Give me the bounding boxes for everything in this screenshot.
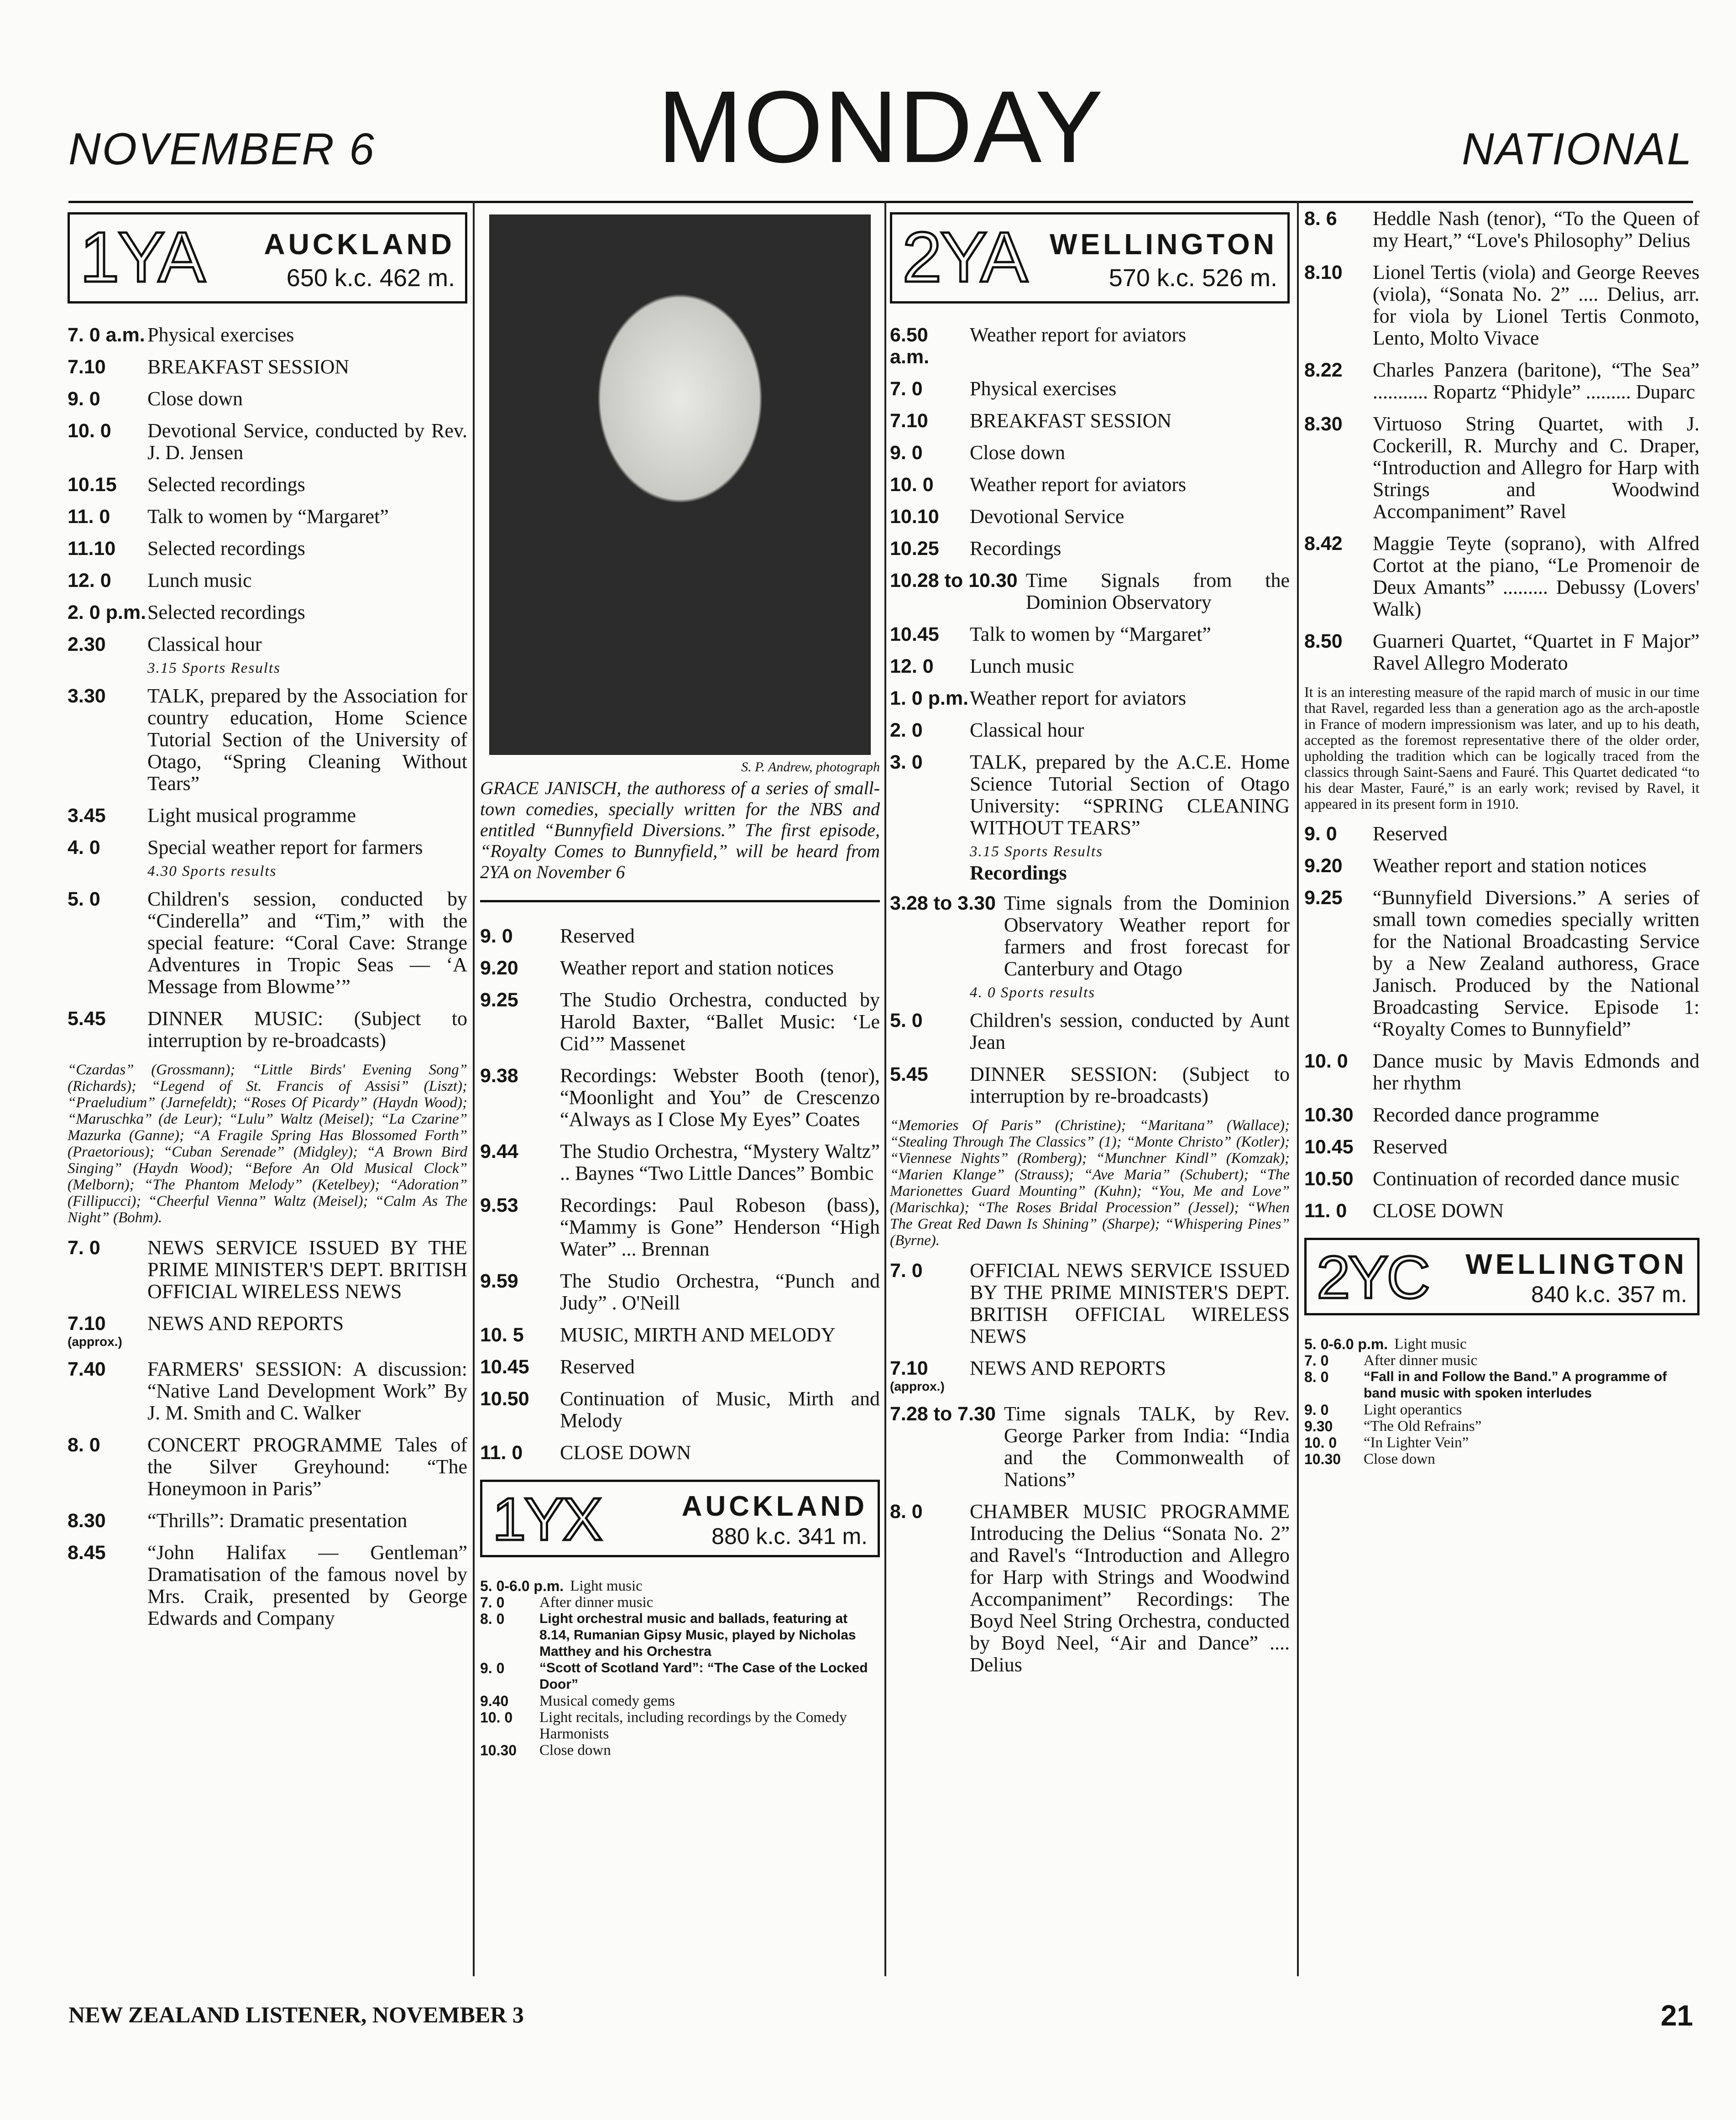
list-item: 5. 0 Children's session, conducted by Aunt Jean — [890, 1009, 1290, 1053]
station-frequency: 650 k.c. 462 m. — [286, 264, 455, 292]
list-item: 10. 0 Weather report for aviators — [890, 473, 1187, 496]
list-item: 8. 0 “Fall in and Follow the Band.” A programme of band music with spoken interludes — [1304, 1369, 1667, 1401]
list-item: 8.22 Charles Panzera (baritone), “The Sea” ........... Ropartz “Phidyle” ......... Duparc — [1304, 359, 1699, 403]
station-callsign: 2YA — [902, 218, 1026, 297]
portrait-photo — [489, 215, 871, 755]
list-item: 8.42 Maggie Teyte (soprano), with Alfred Cortot at the piano, “Le Promenoir de Deux Amants” ......... Debussy (Lovers' Walk) — [1304, 532, 1699, 620]
approx-note: (approx.) — [68, 1335, 122, 1349]
station-city: AUCKLAND — [264, 228, 455, 261]
list-item: 9. 0 Close down — [890, 441, 1065, 464]
list-item: 8.45 “John Halifax — Gentleman” Dramatisation of the famous novel by Mrs. Craik, presented by George Edwards and Company — [68, 1541, 467, 1629]
station-city: AUCKLAND — [681, 1491, 868, 1522]
station-frequency: 570 k.c. 526 m. — [1109, 264, 1277, 292]
list-item: 10.10 Devotional Service — [890, 505, 1124, 528]
list-item: 7. 0 Physical exercises — [890, 377, 1117, 400]
list-item: 11. 0 CLOSE DOWN — [480, 1441, 691, 1464]
list-item: 10.30 Close down — [480, 1742, 611, 1759]
list-item: 6.50 a.m. Weather report for aviators — [890, 324, 1187, 368]
sports-results-note: 3.15 Sports Results — [970, 843, 1103, 860]
page-footer — [68, 1999, 1693, 2032]
list-item: 10.30 Recorded dance programme — [1304, 1104, 1599, 1126]
sports-results-note: 4. 0 Sports results — [970, 984, 1096, 1001]
station-box-1ya — [68, 212, 467, 304]
list-item: 8. 0 Light orchestral music and ballads, featuring at 8.14, Rumanian Gipsy Music, played by Nicholas Matthey and his Orchestra — [480, 1611, 856, 1659]
list-item: 10. 0 Dance music by Mavis Edmonds and her rhythm — [1304, 1050, 1699, 1094]
list-item: 8. 0 CONCERT PROGRAMME Tales of the Silver Greyhound: “The Honeymoon in Paris” — [68, 1434, 467, 1500]
list-item: 2. 0 Classical hour — [890, 719, 1084, 741]
header-network: NATIONAL — [1462, 124, 1693, 174]
list-item: 8.10 Lionel Tertis (viola) and George Reeves (viola), “Sonata No. 2” .... Delius, arr. for viola by Lionel Tertis Conmoto, Lento, Molto Vivace — [1304, 261, 1699, 349]
list-item: 7. 0 NEWS SERVICE ISSUED BY THE PRIME MINISTER'S DEPT. BRITISH OFFICIAL WIRELESS NEWS — [68, 1236, 467, 1303]
list-item: 5. 0-6.0 p.m. Light music — [1304, 1336, 1467, 1352]
list-item: 4. 0 Special weather report for farmers — [68, 836, 423, 858]
list-item: 7. 0 OFFICIAL NEWS SERVICE ISSUED BY THE PRIME MINISTER'S DEPT. BRITISH OFFICIAL WIRELESS NEWS — [890, 1259, 1290, 1347]
list-item: 10. 5 MUSIC, MIRTH AND MELODY — [480, 1324, 836, 1346]
dinner-music-list: “Memories Of Paris” (Christine); “Maritana” (Wallace); “Stealing Through The Classics” (1); “Monte Christo” (Kotler); “Viennese Nights” (Romberg); “Munchner Kindl” (Komzak); “Marien Klange” (Strauss); “Ave Maria” (Schubert); “The Marionettes Guard Mounting” (Kuhn); “You, Me and Love” (Marischka); “The Roses Bridal Procession” (Jessel); “When The Great Red Dawn Is Shining” (Sharpe); “Whispering Pines” (Byrne). — [890, 1117, 1290, 1249]
list-item: 5. 0 Children's session, conducted by “Cinderella” and “Tim,” with the special feature: “Coral Cave: Strange Adventures in Tropic Seas — ‘A Message from Blowme’” — [68, 888, 467, 998]
list-item: 9. 0 Close down — [68, 387, 243, 410]
list-item: 9.59 The Studio Orchestra, “Punch and Judy” . O'Neill — [480, 1270, 880, 1314]
station-box-1yx — [480, 1480, 880, 1557]
station-callsign: 1YX — [492, 1486, 601, 1553]
list-item: 7.10 BREAKFAST SESSION — [68, 356, 350, 378]
list-item: 3.45 Light musical programme — [68, 804, 356, 827]
list-item: 9. 0 Reserved — [1304, 822, 1448, 845]
column-4 — [1304, 196, 1699, 1981]
station-callsign: 1YA — [80, 218, 204, 297]
list-item: 5. 0-6.0 p.m. Light music — [480, 1578, 643, 1594]
list-item: 10.50 Continuation of recorded dance music — [1304, 1167, 1680, 1190]
list-item: 10.50 Continuation of Music, Mirth and Melody — [480, 1387, 880, 1432]
list-item: 9.20 Weather report and station notices — [1304, 854, 1647, 877]
list-item: 7. 0 After dinner music — [1304, 1352, 1478, 1369]
approx-note: (approx.) — [890, 1379, 945, 1393]
list-item: 7. 0 a.m. Physical exercises — [68, 324, 294, 346]
column-rule — [1297, 201, 1299, 1976]
list-item: 7. 0 After dinner music — [480, 1594, 654, 1611]
list-item: 9.44 The Studio Orchestra, “Mystery Waltz” .. Baynes “Two Little Dances” Bombic — [480, 1140, 880, 1184]
list-item: 11. 0 Talk to women by “Margaret” — [68, 505, 389, 528]
list-item: 10. 0 “In Lighter Vein” — [1304, 1434, 1469, 1451]
column-rule — [473, 201, 475, 1976]
list-item: 10. 0 Devotional Service, conducted by Rev. J. D. Jensen — [68, 419, 467, 464]
list-item: 3.28 to 3.30 Time signals from the Dominion Observatory Weather report for farmers and frost forecast for Canterbury and Otago — [890, 892, 1290, 980]
list-item: 11.10 Selected recordings — [68, 537, 305, 560]
list-item: 9.25 The Studio Orchestra, conducted by Harold Baxter, “Ballet Music: ‘Le Cid’” Massenet — [480, 989, 880, 1055]
list-item: 10.25 Recordings — [890, 537, 1061, 560]
column-2ya — [890, 196, 1290, 1981]
list-item: 8. 0 CHAMBER MUSIC PROGRAMME Introducing the Delius “Sonata No. 2” and Ravel's “Introduction and Allegro for Harp with Strings and Woodwind Accompaniment” Recordings: The Boyd Neel String Orchestra, conducted by Boyd Neel, “Air and Dance” .... Delius — [890, 1500, 1290, 1676]
station-frequency: 840 k.c. 357 m. — [1531, 1282, 1687, 1307]
list-item: 8.50 Guarneri Quartet, “Quartet in F Major” Ravel Allegro Moderato — [1304, 630, 1699, 674]
sports-results-note: 3.15 Sports Results — [147, 660, 281, 676]
list-item: 9. 0 Reserved — [480, 925, 635, 947]
list-item: 1. 0 p.m. Weather report for aviators — [890, 687, 1187, 709]
station-frequency: 880 k.c. 341 m. — [711, 1523, 868, 1549]
page-number: 21 — [1660, 1999, 1693, 2032]
list-item: 7.40 FARMERS' SESSION: A discussion: “Native Land Development Work” By J. M. Smith and C. Walker — [68, 1358, 467, 1424]
dinner-music-list: “Czardas” (Grossmann); “Little Birds' Evening Song” (Richards); “Legend of St. Francis of Assisi” (Liszt); “Praeludium” (Jarnefeldt); “Roses Of Picardy” (Haydn Wood); “Maruschka” (de Leur); “Lulu” Waltz (Meisel); “La Czarine” Mazurka (Ganne); “A Fragile Spring Has Blossomed Forth” (Praetorious); “Cuban Serenade” (Midgley); “A Brown Bird Singing” (Haydn Wood); “Before An Old Musical Clock” (Melborn); “The Phantom Melody” (Ketelbey); “Adoration” (Fillipucci); “Cheerful Vienna” Waltz (Meisel); “Calm As The Night” (Bohm). — [68, 1062, 467, 1226]
photo-credit: S. P. Andrew, photograph — [741, 759, 880, 775]
list-item: 7.10 BREAKFAST SESSION — [890, 409, 1172, 432]
list-item: 2. 0 p.m. Selected recordings — [68, 601, 305, 623]
header-date: NOVEMBER 6 — [68, 124, 376, 174]
list-item: 10.30 Close down — [1304, 1451, 1435, 1467]
list-item: 12. 0 Lunch music — [68, 569, 252, 592]
recordings-note: Recordings — [970, 862, 1067, 884]
list-item: 9.25 “Bunnyfield Diversions.” A series of small town comedies specially written for the National Broadcasting Service by a New Zealand authoress, Grace Janisch. Produced by the National Broadcasting Service. Episode 1: “Royalty Comes to Bunnyfield” — [1304, 886, 1699, 1040]
list-item: 7.28 to 7.30 Time signals TALK, by Rev. George Parker from India: “India and the Commonwealth of Nations” — [890, 1403, 1290, 1491]
ravel-note: It is an interesting measure of the rapid march of music in our time that Ravel, regarded less than a generation ago as the arch-apostle in France of modern impressionism was later, and up to his death, accepted as the foremost representative there of the older order, upholding the tradition which can be logically traced from the classics through Saint-Saens and Fauré. This Quartet dedicated “to his dear Master, Fauré,” is an early work; revised by Ravel, it appeared in its present form in 1910. — [1304, 684, 1699, 812]
station-box-2ya — [890, 212, 1290, 304]
sports-results-note: 4.30 Sports results — [147, 863, 277, 879]
station-box-2yc — [1304, 1238, 1699, 1315]
list-item: 7.10 NEWS AND REPORTS — [890, 1357, 1166, 1379]
list-item: 10.28 to 10.30 Time Signals from the Dominion Observatory — [890, 569, 1290, 613]
page-header — [68, 68, 1693, 203]
list-item: 7.10 NEWS AND REPORTS — [68, 1312, 344, 1335]
list-item: 3. 0 TALK, prepared by the A.C.E. Home Science Tutorial Section of Otago University: “SPRING CLEANING WITHOUT TEARS” — [890, 751, 1290, 839]
list-item: 10.45 Reserved — [1304, 1136, 1448, 1158]
station-city: WELLINGTON — [1050, 228, 1277, 261]
footer-publication: NEW ZEALAND LISTENER, NOVEMBER 3 — [68, 2002, 524, 2027]
list-item: 12. 0 Lunch music — [890, 655, 1074, 677]
list-item: 10. 0 Light recitals, including recordings by the Comedy Harmonists — [480, 1709, 847, 1742]
station-callsign: 2YC — [1317, 1244, 1428, 1311]
list-item: 9.38 Recordings: Webster Booth (tenor), “Moonlight and You” de Crescenzo “Always as I Close My Eyes” Coates — [480, 1064, 880, 1131]
station-city: WELLINGTON — [1465, 1249, 1687, 1280]
column-rule — [884, 201, 886, 1976]
list-item: 9.20 Weather report and station notices — [480, 957, 834, 979]
photo-caption: GRACE JANISCH, the authoress of a series of small-town comedies, specially written for the NBS and entitled “Bunnyfield Diversions.” The first episode, “Royalty Comes to Bunnyfield,” will be heard from 2YA on November 6 — [480, 778, 880, 902]
list-item: 9.53 Recordings: Paul Robeson (bass), “Mammy is Gone” Henderson “High Water” ... Brennan — [480, 1194, 880, 1260]
list-item: 8.30 Virtuoso String Quartet, with J. Cockerill, R. Murchy and C. Draper, “Introduction and Allegro for Harp with Strings and Woodwind Accompaniment” Ravel — [1304, 413, 1699, 523]
list-item: 8. 6 Heddle Nash (tenor), “To the Queen of my Heart,” “Love's Philosophy” Delius — [1304, 207, 1699, 251]
list-item: 8.30 “Thrills”: Dramatic presentation — [68, 1509, 408, 1532]
list-item: 9. 0 “Scott of Scotland Yard”: “The Case of the Locked Door” — [480, 1660, 868, 1692]
list-item: 2.30 Classical hour — [68, 633, 262, 655]
list-item: 10.45 Reserved — [480, 1356, 635, 1378]
list-item: 9.40 Musical comedy gems — [480, 1693, 675, 1709]
column-2 — [480, 196, 880, 1981]
list-item: 5.45 DINNER MUSIC: (Subject to interruption by re-broadcasts) — [68, 1007, 467, 1052]
list-item: 10.15 Selected recordings — [68, 473, 305, 496]
list-item: 11. 0 CLOSE DOWN — [1304, 1199, 1504, 1222]
column-1ya — [68, 196, 467, 1981]
list-item: 3.30 TALK, prepared by the Association for country education, Home Science Tutorial Section of the University of Otago, “Spring Cleaning Without Tears” — [68, 685, 467, 795]
list-item: 9.30 “The Old Refrains” — [1304, 1418, 1482, 1434]
list-item: 9. 0 Light operantics — [1304, 1402, 1462, 1418]
header-day: MONDAY — [657, 70, 1104, 184]
list-item: 5.45 DINNER SESSION: (Subject to interruption by re-broadcasts) — [890, 1063, 1290, 1107]
list-item: 10.45 Talk to women by “Margaret” — [890, 623, 1211, 645]
